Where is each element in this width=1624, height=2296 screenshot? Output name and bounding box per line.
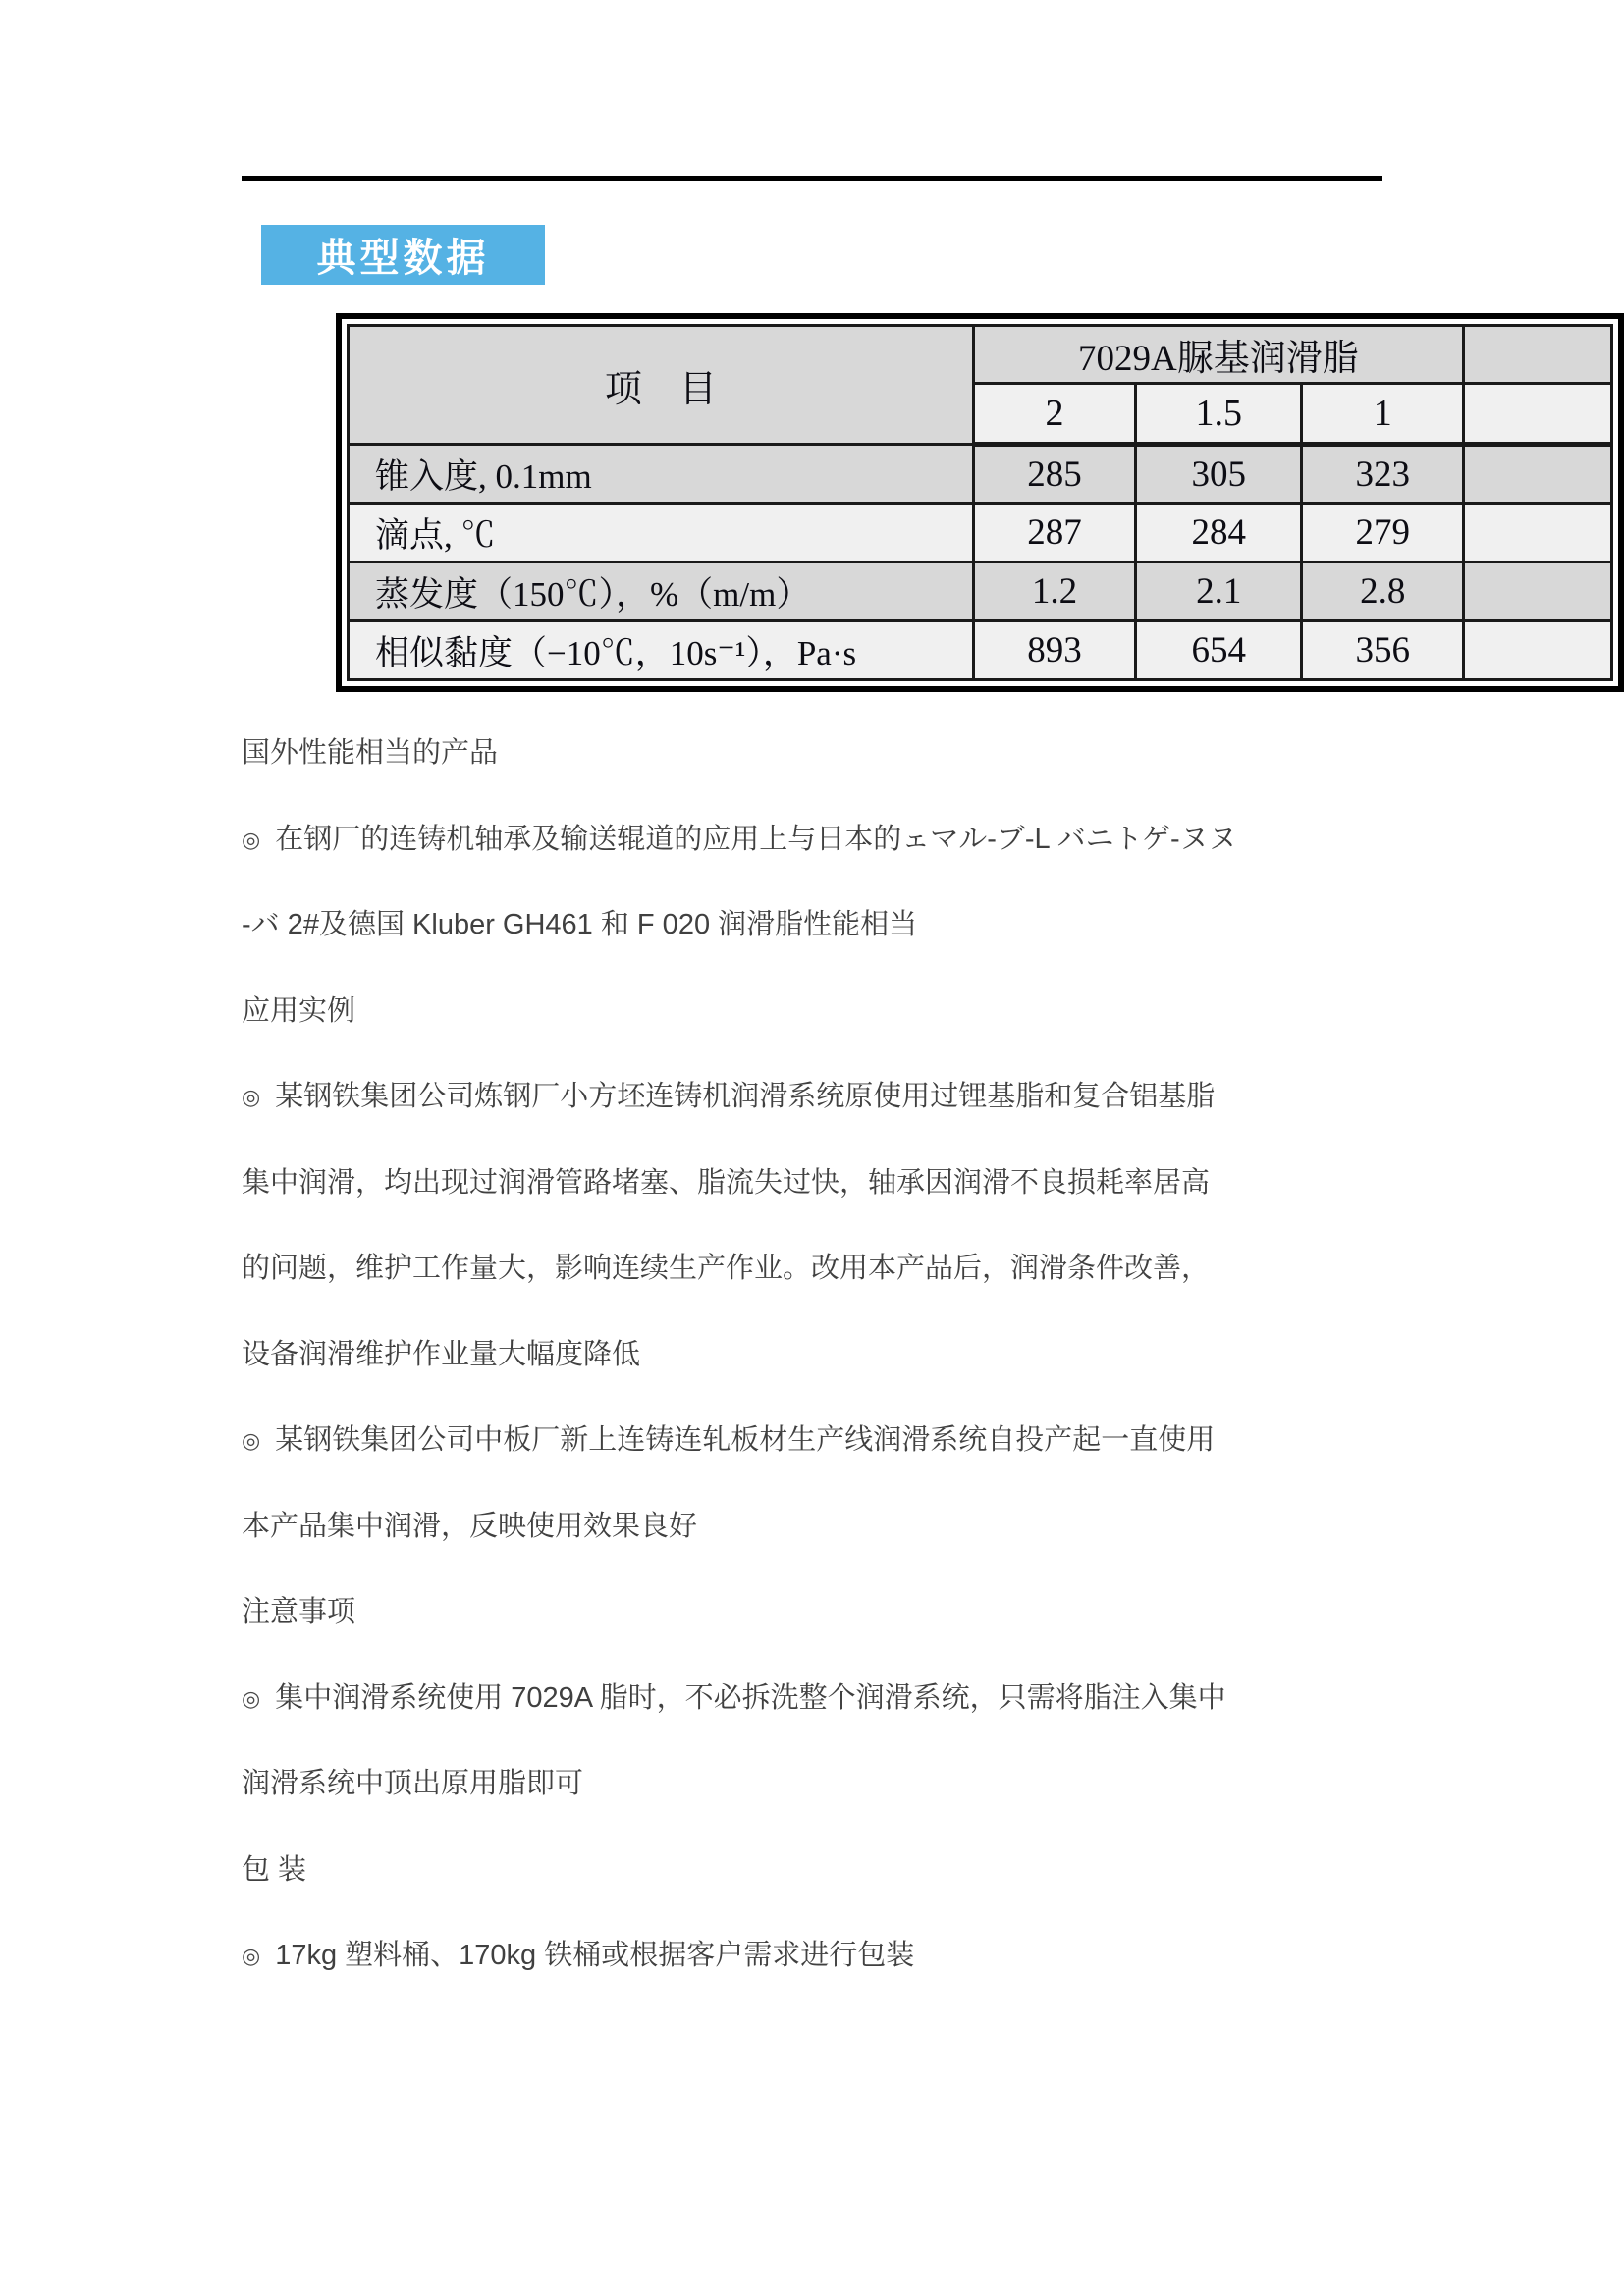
table-row-apparent-viscosity: [349, 621, 1612, 680]
text-line: -バ 2#及德国 Kluber GH461 和 F 020 润滑脂性能相当: [242, 909, 918, 940]
text-line: ◎ 17kg 塑料桶、170kg 铁桶或根据客户需求进行包装: [242, 1937, 1420, 2023]
bullet-icon: ◎: [242, 1428, 261, 1453]
cell-value-clipped: [1464, 621, 1612, 680]
text-line: 的问题，维护工作量大，影响连续生产作业。改用本产品后，润滑条件改善，: [242, 1253, 1211, 1284]
cell-value: 654: [1136, 621, 1302, 680]
text-line: 本产品集中润滑，反映使用效果良好: [242, 1510, 698, 1542]
text-line: 设备润滑维护作业量大幅度降低: [242, 1338, 641, 1370]
cell-value: 2.8: [1302, 562, 1464, 621]
table-header-item: 项 目: [349, 326, 974, 445]
bullet-icon: ◎: [242, 1944, 261, 1968]
grade-header-2: 2: [973, 384, 1135, 445]
typical-data-table: [347, 324, 1613, 681]
heading-application-examples: 应用实例: [242, 994, 356, 1027]
cell-value: 305: [1136, 445, 1302, 504]
heading-equivalent-products: 国外性能相当的产品: [242, 737, 499, 769]
row-label: 滴点, ℃: [349, 504, 974, 562]
table-row-drop-point: [349, 504, 1612, 562]
cell-value: 279: [1302, 504, 1464, 562]
grade-header-clipped: [1464, 384, 1612, 445]
heading-packaging: 包 装: [242, 1853, 307, 1886]
typical-data-table-frame: [336, 313, 1624, 692]
table-row-evaporation: [349, 562, 1612, 621]
cell-value-clipped: [1464, 562, 1612, 621]
cell-value: 284: [1136, 504, 1302, 562]
text-line: ◎ 某钢铁集团公司中板厂新上连铸连轧板材生产线润滑系统自投产起一直使用: [242, 1421, 1420, 1508]
row-label: 蒸发度（150℃），%（m/m）: [349, 562, 974, 621]
cell-value: 2.1: [1136, 562, 1302, 621]
cell-value-clipped: [1464, 445, 1612, 504]
table-header-clipped-cell: [1464, 326, 1612, 384]
table-row-penetration: [349, 445, 1612, 504]
cell-value-clipped: [1464, 504, 1612, 562]
bullet-icon: ◎: [242, 1085, 261, 1109]
table-header-row-product: [349, 326, 1612, 384]
text-line: 润滑系统中顶出原用脂即可: [242, 1768, 584, 1799]
text-line: ◎ 在钢厂的连铸机轴承及输送辊道的应用上与日本的ェマル-ブ-L バニトゲ-ヌヌ: [242, 821, 1420, 907]
text-line: ◎ 集中润滑系统使用 7029A 脂时，不必拆洗整个润滑系统，只需将脂注入集中: [242, 1680, 1420, 1766]
cell-value: 1.2: [973, 562, 1135, 621]
row-label: 锥入度, 0.1mm: [349, 445, 974, 504]
bullet-icon: ◎: [242, 1685, 261, 1711]
section-badge-typical-data: [261, 225, 545, 285]
section-badge-label: 典型数据: [316, 237, 490, 280]
bullet-icon: ◎: [242, 827, 261, 852]
cell-value: 323: [1302, 445, 1464, 504]
cell-value: 287: [973, 504, 1135, 562]
text-line: 集中润滑，均出现过润滑管路堵塞、脂流失过快，轴承因润滑不良损耗率居高: [242, 1166, 1211, 1199]
grade-header-1-5: 1.5: [1136, 384, 1302, 445]
cell-value: 356: [1302, 621, 1464, 680]
body-text: [242, 734, 1420, 2023]
table-header-product-title: 7029A脲基润滑脂: [973, 326, 1463, 384]
top-divider-rule: [242, 176, 1382, 181]
grade-header-1: 1: [1302, 384, 1464, 445]
heading-precautions: 注意事项: [242, 1596, 356, 1628]
text-line: ◎ 某钢铁集团公司炼钢厂小方坯连铸机润滑系统原使用过锂基脂和复合铝基脂: [242, 1078, 1420, 1164]
cell-value: 893: [973, 621, 1135, 680]
cell-value: 285: [973, 445, 1135, 504]
row-label: 相似黏度（−10℃，10s⁻¹），Pa·s: [349, 621, 974, 680]
